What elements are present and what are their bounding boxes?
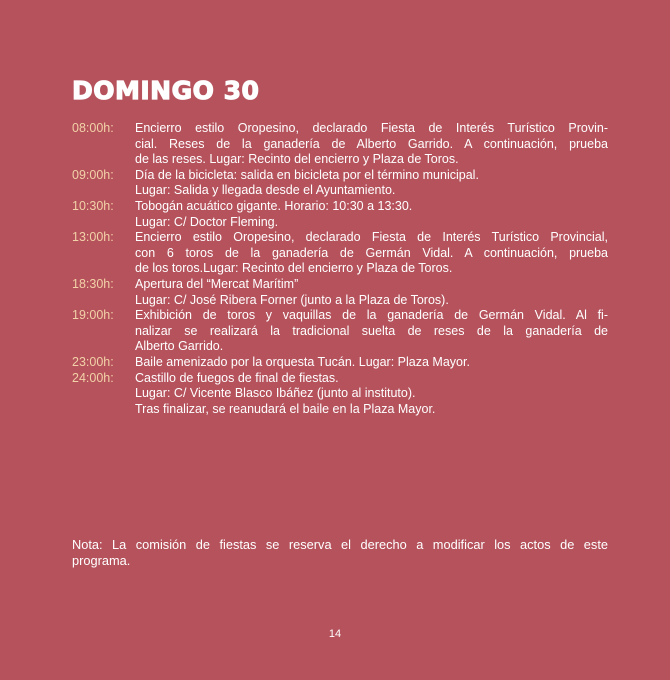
note-line: Nota: La comisión de fiestas se reserva el derecho a modificar los actos de este — [72, 537, 608, 552]
entry-line: de los toros.Lugar: Recinto del encierro y Plaza de Toros. — [135, 261, 453, 276]
entry-time: 13:00h: — [72, 230, 114, 245]
entry-time: 19:00h: — [72, 308, 114, 323]
entry-line: de las reses. Lugar: Recinto del encierro y Plaza de Toros. — [135, 152, 459, 167]
schedule-entry — [72, 371, 608, 418]
entry-line: Tobogán acuático gigante. Horario: 10:30 a 13:30. — [135, 198, 413, 213]
entry-description — [135, 121, 608, 168]
entry-line: Lugar: C/ Vicente Blasco Ibáñez (junto al instituto). — [135, 386, 416, 401]
entry-line: Encierro estilo Oropesino, declarado Fiesta de Interés Turístico Provin- — [135, 121, 608, 135]
entry-time: 23:00h: — [72, 354, 114, 369]
page-number: 14 — [328, 628, 342, 640]
entry-description — [135, 355, 608, 371]
entry-line: Lugar: C/ José Ribera Forner (junto a la Plaza de Toros). — [135, 292, 449, 307]
entry-description — [135, 277, 608, 308]
schedule-entry — [72, 230, 608, 277]
schedule-list — [72, 121, 608, 417]
entry-line: Castillo de fuegos de final de fiestas. — [135, 370, 339, 385]
entry-line: Exhibición de toros y vaquillas de la ganadería de Germán Vidal. Al fi- — [135, 308, 608, 323]
page-title: DOMINGO 30 — [72, 76, 260, 105]
entry-line: Lugar: Salida y llegada desde el Ayuntamiento. — [135, 183, 396, 198]
entry-time: 10:30h: — [72, 198, 114, 213]
entry-line: Apertura del “Mercat Marítim” — [135, 276, 299, 291]
entry-description — [135, 230, 608, 277]
note-line: programa. — [72, 553, 131, 568]
schedule-entry — [72, 199, 608, 230]
schedule-entry — [72, 168, 608, 199]
note-paragraph — [72, 537, 608, 569]
entry-line: cial. Reses de la ganadería de Alberto Garrido. A continuación, prueba — [135, 136, 608, 151]
entry-description — [135, 308, 608, 355]
entry-time: 18:30h: — [72, 276, 114, 291]
entry-time: 24:00h: — [72, 370, 114, 385]
entry-line: con 6 toros de la ganadería de Germán Vidal. A continuación, prueba — [135, 245, 608, 260]
entry-description — [135, 371, 608, 418]
entry-time: 09:00h: — [72, 167, 114, 182]
entry-line: Encierro estilo Oropesino, declarado Fiesta de Interés Turístico Provincial, — [135, 230, 608, 245]
schedule-entry — [72, 121, 608, 168]
entry-line: nalizar se realizará la tradicional suelta de reses de la ganadería de — [135, 323, 608, 338]
entry-line: Alberto Garrido. — [135, 339, 224, 354]
entry-line: Baile amenizado por la orquesta Tucán. Lugar: Plaza Mayor. — [135, 354, 470, 369]
entry-line: Tras finalizar, se reanudará el baile en la Plaza Mayor. — [135, 401, 436, 416]
schedule-entry — [72, 308, 608, 355]
entry-line: Día de la bicicleta: salida en bicicleta por el término municipal. — [135, 167, 479, 182]
entry-line: Lugar: C/ Doctor Fleming. — [135, 214, 279, 229]
schedule-entry — [72, 277, 608, 308]
schedule-entry — [72, 355, 608, 371]
entry-description — [135, 199, 608, 230]
entry-description — [135, 168, 608, 199]
entry-time: 08:00h: — [72, 121, 114, 135]
